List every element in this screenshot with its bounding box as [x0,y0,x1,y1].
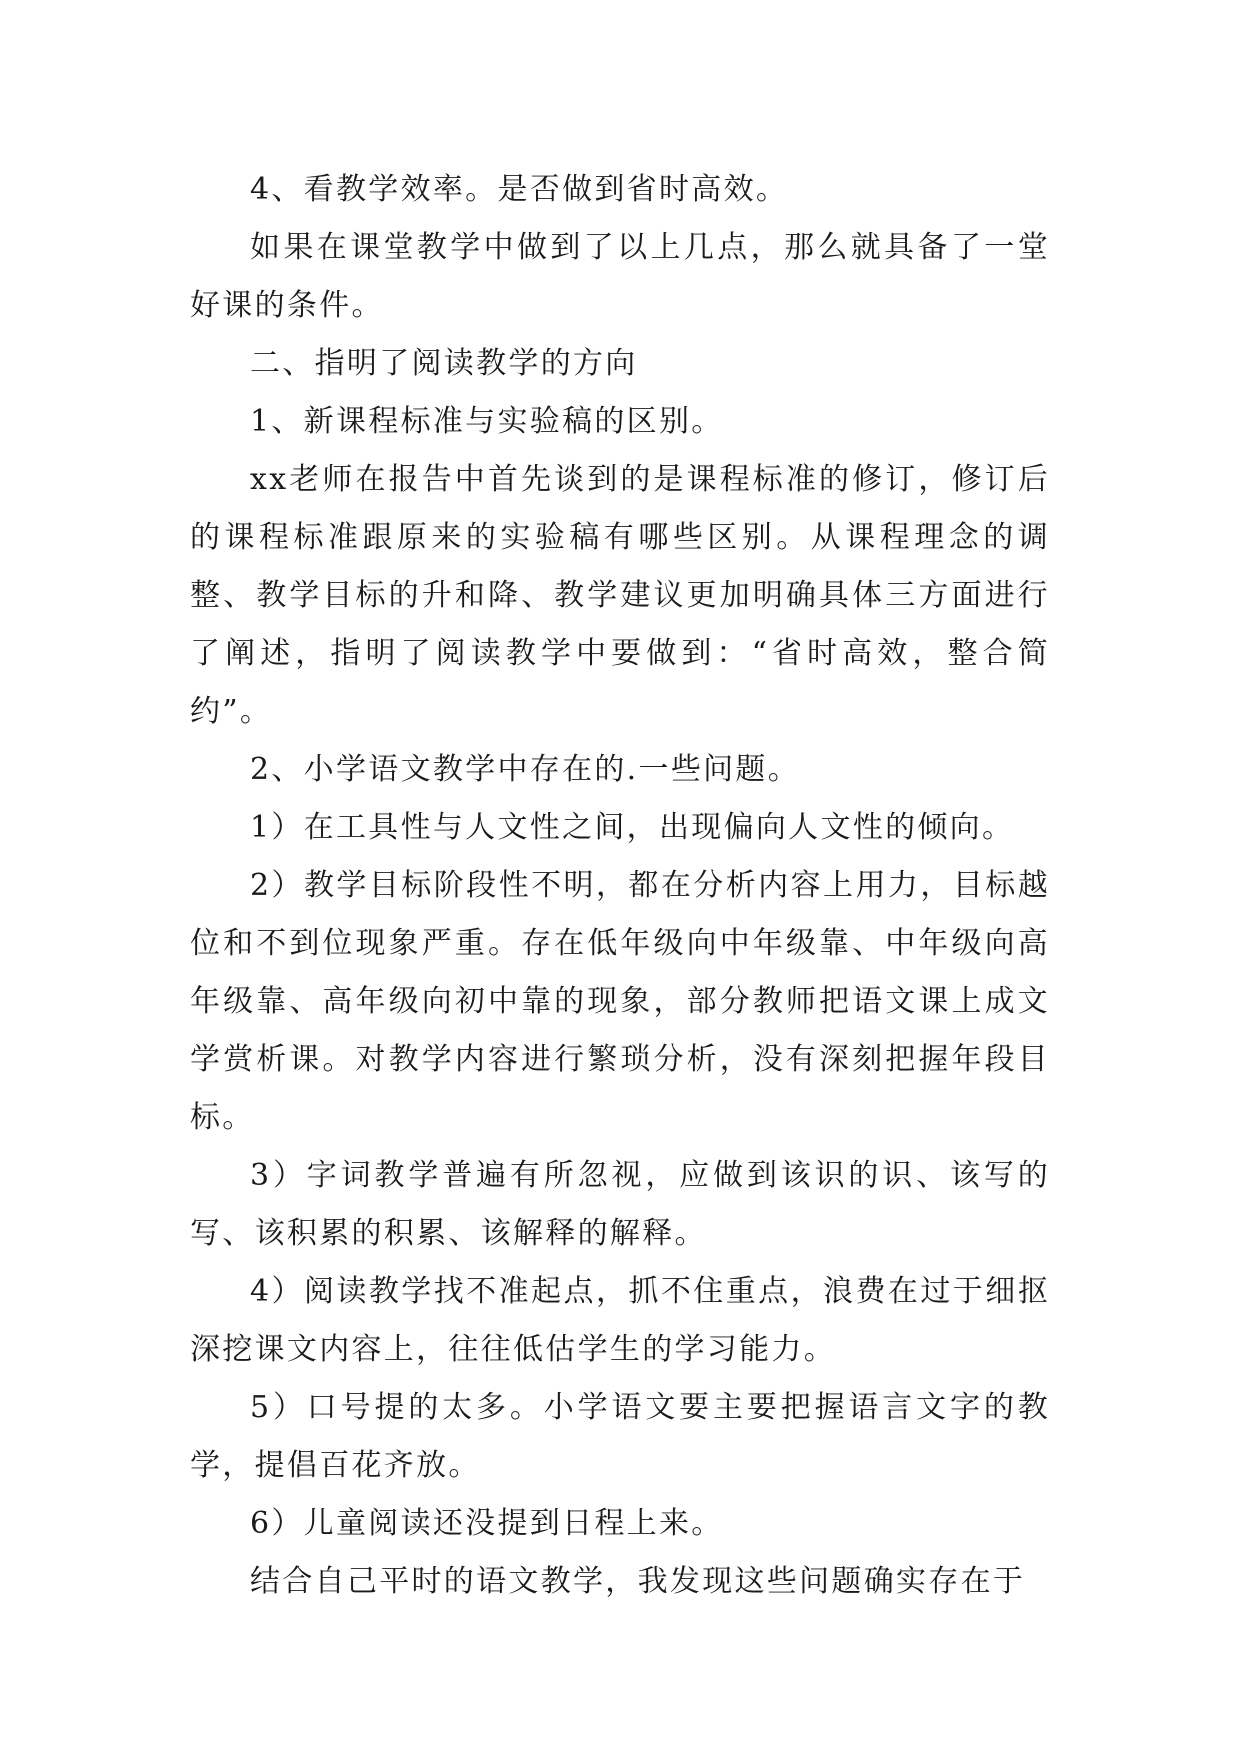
list-item-problem-5: 5）口号提的太多。小学语文要主要把握语言文字的教学，提倡百花齐放。 [190,1390,1050,1483]
list-item-problem-1: 1）在工具性与人文性之间，出现偏向人文性的倾向。 [250,810,1015,845]
list-item-problem-6: 6）儿童阅读还没提到日程上来。 [250,1506,724,1541]
list-item-problem-2: 2）教学目标阶段性不明，都在分析内容上用力，目标越位和不到位现象严重。存在低年级向中年级靠、中年级向高年级靠、高年级向初中靠的现象，部分教师把语文课上成文学赏析课。对教学内容进行繁琐分析，没有深刻把握年段目标。 [190,868,1050,1135]
paragraph-reflection: 结合自己平时的语文教学，我发现这些问题确实存在于 [250,1564,1026,1599]
list-item-problem-3: 3）字词教学普遍有所忽视，应做到该识的识、该写的写、该积累的积累、该解释的解释。 [190,1158,1050,1251]
list-item-problem-4: 4）阅读教学找不准起点，抓不住重点，浪费在过于细抠深挖课文内容上，往往低估学生的学习能力。 [190,1274,1050,1367]
paragraph-good-lesson-conditions: 如果在课堂教学中做到了以上几点，那么就具备了一堂好课的条件。 [190,230,1050,323]
paragraph-teaching-efficiency: 4、看教学效率。是否做到省时高效。 [250,172,789,207]
subheading-standard-differences: 1、新课程标准与实验稿的区别。 [250,404,724,439]
subheading-existing-problems: 2、小学语文教学中存在的.一些问题。 [250,752,801,787]
paragraph-report-summary: xx老师在报告中首先谈到的是课程标准的修订，修订后的课程标准跟原来的实验稿有哪些区别。从课程理念的调整、教学目标的升和降、教学建议更加明确具体三方面进行了阐述，指明了阅读教学中要做到：“省时高效，整合简约”。 [190,462,1050,729]
document-body [190,161,1050,1611]
section-heading-reading-direction: 二、指明了阅读教学的方向 [250,346,638,381]
